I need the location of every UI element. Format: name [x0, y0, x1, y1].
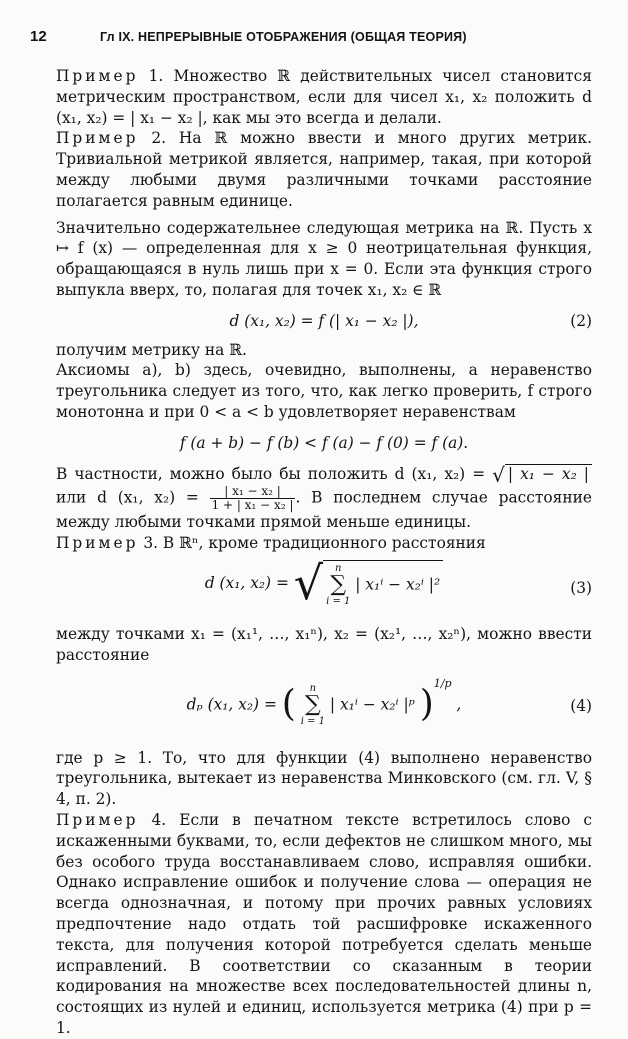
inequality-formula: f (a + b) − f (b) < f (a) − f (0) = f (a). — [179, 433, 469, 452]
equation-3-lhs: d (x₁, x₂) = — [204, 574, 289, 593]
sqrt-sign: √ — [492, 462, 505, 487]
sum-term: | x₁ⁱ − x₂ⁱ |² — [355, 575, 441, 594]
points-paragraph — [56, 624, 592, 666]
result-paragraph — [56, 340, 592, 361]
left-paren: ( — [281, 683, 296, 725]
sum-lower: i = 1 — [326, 595, 351, 607]
fraction — [210, 485, 296, 512]
radical-sign: √ — [293, 556, 324, 611]
example-2-text: 2. На ℝ можно ввести и много других метрик. Тривиальной метрикой является, например, такая, при которой между любыми двумя различными точками расстояние полагается равным единице. — [56, 129, 592, 210]
axioms-text: Аксиомы a), b) здесь, очевидно, выполнены, а неравенство треугольника следует из того, что, как легко проверить, f строго монотонна и при 0 < a < b удовлетворяет неравенствам — [56, 361, 592, 421]
page-body — [56, 66, 592, 1039]
page-header — [30, 28, 598, 48]
example-2-paragraph — [56, 128, 592, 211]
fraction-numerator: | x₁ − x₂ | — [210, 485, 296, 499]
sum-upper: n — [309, 682, 317, 694]
summation — [301, 683, 325, 727]
equation-2-formula: d (x₁, x₂) = f (| x₁ − x₂ |), — [229, 311, 419, 330]
particular-cases-text-b: или d (x₁, x₂) = — [56, 488, 210, 507]
example-label: Пример — [56, 129, 139, 148]
fraction-denominator: 1 + | x₁ − x₂ | — [211, 498, 294, 513]
result-text: получим метрику на ℝ. — [56, 340, 247, 359]
example-3-paragraph — [56, 533, 592, 554]
sum-lower: i = 1 — [300, 715, 326, 727]
particular-cases-text-c: . В последнем случае расстояние между любыми точками прямой меньше единицы. — [56, 488, 592, 532]
example-1-paragraph — [56, 66, 592, 128]
particular-cases-paragraph — [56, 464, 592, 534]
example-4-paragraph — [56, 810, 592, 1039]
minkowski-text: где p ≥ 1. То, что для функции (4) выполнено неравенство треугольника, вытекает из неравенства Минковского (см. гл. V, § 4, п. 2). — [56, 748, 592, 809]
metric-on-reals-text: Значительно содержательнее следующая метрика на ℝ. Пусть x ↦ f (x) — определенная для x ≥ 0 неотрицательная функция, обращающаяся в нуль лишь при x = 0. Если эта функция строго выпукла вверх, то, полагая для точек x₁, x₂ ∈ ℝ — [56, 218, 592, 299]
example-label: Пример — [56, 67, 139, 85]
example-label: Пример — [56, 534, 139, 553]
sqrt-argument: | x₁ − x₂ | — [505, 464, 592, 483]
summation — [326, 563, 350, 607]
right-paren: ) — [419, 683, 434, 725]
equation-4-tail: , — [456, 695, 462, 714]
outer-power: 1/p — [433, 676, 452, 690]
sigma-symbol: ∑ — [330, 571, 347, 597]
sigma-symbol: ∑ — [305, 691, 321, 717]
example-1-text: 1. Множество ℝ действительных чисел становится метрическим пространством, если для чисел x₁, x₂ положить d (x₁, x₂) = | x₁ − x₂ |, как мы это всегда и делали. — [56, 67, 592, 127]
running-title: Гл IX. НЕПРЕРЫВНЫЕ ОТОБРАЖЕНИЯ (ОБЩАЯ ТЕОРИЯ) — [100, 30, 467, 44]
inequality-display — [56, 433, 592, 454]
radicand — [323, 560, 443, 607]
equation-3 — [56, 556, 592, 618]
metric-on-reals-paragraph — [56, 218, 592, 301]
equation-4-lhs: dₚ (x₁, x₂) = — [186, 695, 277, 714]
equation-4 — [56, 674, 592, 740]
page-number: 12 — [30, 28, 47, 45]
equation-2-number: (2) — [570, 311, 592, 330]
example-4-text: 4. Если в печатном тексте встретилось слово с искаженными буквами, то, если дефектов не слишком много, мы без особого труда восстанавливаем слово, исправляя ошибки. Однако исправление ошибок и получение слова — операция не всегда однозначная, и потому при прочих равных условиях предпочтение надо отдать той расшифровке искаженного текста, для получения которой потребуется сделать меньше исправлений. В соответствии со сказанным в теории кодирования на множестве всех последовательностей длины n, состоящих из нулей и единиц, используется метрика (4) при p = 1. — [56, 810, 592, 1037]
points-text: между точками x₁ = (x₁¹, …, x₁ⁿ), x₂ = (x₂¹, …, x₂ⁿ), можно ввести расстояние — [56, 624, 592, 664]
minkowski-paragraph — [56, 748, 592, 810]
equation-2 — [56, 311, 592, 332]
axioms-paragraph — [56, 360, 592, 422]
particular-cases-text-a: В частности, можно было бы положить d (x₁, x₂) = — [56, 464, 493, 483]
equation-3-number: (3) — [570, 578, 592, 597]
example-3-text: 3. В ℝⁿ, кроме традиционного расстояния — [138, 534, 486, 553]
sum-upper: n — [334, 562, 342, 574]
equation-4-number: (4) — [570, 696, 592, 715]
example-label: Пример — [56, 810, 139, 829]
sum-term: | x₁ⁱ − x₂ⁱ |ᵖ — [329, 695, 415, 714]
